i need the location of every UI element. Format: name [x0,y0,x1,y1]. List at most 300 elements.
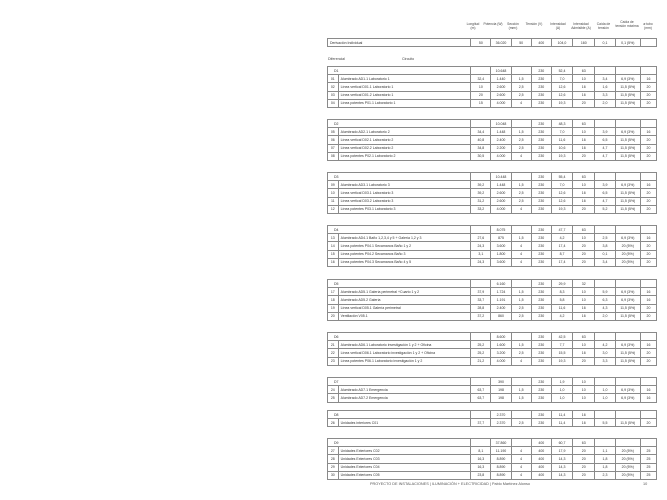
circuit-caida-max: 11,5 (5%) [615,91,640,99]
group-intensidad-adm: 63 [573,173,595,181]
circuit-desc: Alumbrado AD1.1 Laboratorio 1 [338,75,471,83]
circuit-desc: Unidades Exteriores C03 [338,455,471,463]
circuit-number: 08 [328,152,339,160]
circuit-number: 01 [328,75,339,83]
circuit-row [328,419,657,427]
circuit-number: 27 [328,447,339,455]
circuit-tubo: 20 [641,205,657,213]
circuit-intensidad: 11,4 [551,419,572,427]
circuit-caida-max: 20 (5%) [615,447,640,455]
group-intensidad-adm: 63 [573,333,595,341]
circuit-desc: Unidades Exteriores C05 [338,471,471,479]
circuit-longitud: 34,4 [471,128,491,136]
group-name: D4 [328,226,471,234]
circuit-potencia: 2.400 [491,304,511,312]
circuit-caida-max: 6,9 (3%) [615,341,640,349]
circuit-caida-max: 11,5 (5%) [615,304,640,312]
circuit-seccion: 1,5 [511,75,531,83]
circuit-intensidad: 17,4 [551,242,572,250]
circuit-tubo: 20 [641,152,657,160]
group-caida-max [615,67,640,75]
circuit-tension: 230 [531,205,551,213]
circuit-potencia: 2.600 [491,91,511,99]
circuit-intensidad: 1,0 [551,394,572,402]
circuit-number: 09 [328,181,339,189]
group-tubo [641,226,657,234]
group-potencia: 37.860 [491,439,511,447]
group-longitud [471,120,491,128]
circuit-tubo: 25 [641,447,657,455]
circuit-caida: 1,0 [595,394,615,402]
group-tubo [641,120,657,128]
circuit-intensidad: 4,2 [551,312,572,320]
group-tubo [641,280,657,288]
circuit-desc: Alumbrado AD3.1 Laboratorio 3 [338,181,471,189]
circuit-desc: Alumbrado AD6.1 Laboratorio investigación 1 y 2 + Oficina [338,341,471,349]
circuit-potencia: 2.200 [491,144,511,152]
group-potencia: 8.600 [491,333,511,341]
circuit-seccion: 2,5 [511,312,531,320]
circuit-seccion: 2,5 [511,136,531,144]
circuit-tension: 230 [531,189,551,197]
circuit-number: 22 [328,349,339,357]
circuit-desc: Línea vertical D06.1 Laboratorio investigación 1 y 2 + Oficina [338,349,471,357]
group-seccion [511,67,531,75]
circuit-tension: 230 [531,304,551,312]
circuit-caida: 6,5 [595,189,615,197]
circuit-caida: 5,5 [595,419,615,427]
circuit-intensidad: 7,0 [551,181,572,189]
circuit-longitud: 25,2 [471,349,491,357]
circuit-intensidad-adm: 16 [573,419,595,427]
group-caida-max [615,173,640,181]
circuit-seccion: 4 [511,357,531,365]
group-caida [595,378,615,386]
group-name: D8 [328,411,471,419]
circuit-desc: Línea vertical D03.1 Laboratorio 3 [338,189,471,197]
circuit-caida-max: 20 (5%) [615,250,640,258]
group-header-row [328,378,657,386]
circuit-caida-max: 11,5 (5%) [615,189,640,197]
group-tension: 230 [531,67,551,75]
circuit-desc: Línea potentes P01.1 Laboratorio 1 [338,99,471,107]
group-header-row [328,67,657,75]
circuit-intensidad: 19,3 [551,205,572,213]
group-longitud [471,280,491,288]
circuit-number: 03 [328,91,339,99]
circuit-number: 29 [328,463,339,471]
group-potencia: 10.448 [491,173,511,181]
circuit-number: 02 [328,83,339,91]
circuit-potencia: 4.000 [491,205,511,213]
group-intensidad-adm: 10 [573,378,595,386]
circuit-desc: Línea potentes P06.1 Laboratorio investigación 1 y 2 [338,357,471,365]
circuit-number: 04 [328,99,339,107]
circuit-intensidad: 5,8 [551,296,572,304]
circuit-longitud: 21,2 [471,357,491,365]
circuit-intensidad-adm: 20 [573,99,595,107]
circuit-intensidad: 19,3 [551,357,572,365]
group-tension: 230 [531,120,551,128]
circuit-caida: 2,0 [595,312,615,320]
circuit-caida-max: 20 (5%) [615,455,640,463]
circuit-number: 17 [328,288,339,296]
circuit-row [328,91,657,99]
circuit-desc: Línea vertical D03.2 Laboratorio 3 [338,197,471,205]
circuit-row [328,136,657,144]
circuit-row [328,197,657,205]
group-header-row [328,120,657,128]
footer-text: PROYECTO DE INSTALACIONES | ILUMINACIÓN + ELECTRICIDAD | Pablo Martínez Alonso [370,482,530,486]
circuit-longitud: 25,2 [471,341,491,349]
circuit-potencia: 198 [491,386,511,394]
circuit-intensidad: 19,3 [551,99,572,107]
group-table [327,332,657,366]
circuit-caida: 2,0 [595,99,615,107]
circuit-tension: 230 [531,83,551,91]
circuit-intensidad-adm: 20 [573,242,595,250]
circuit-potencia: 875 [491,234,511,242]
group-caida-max [615,378,640,386]
circuit-tubo: 20 [641,242,657,250]
circuit-tubo: 16 [641,394,657,402]
circuit-number: 13 [328,234,339,242]
circuit-tension: 230 [531,99,551,107]
circuit-caida-max: 6,9 (3%) [615,181,640,189]
circuit-caida-max: 6,9 (3%) [615,288,640,296]
circuit-longitud: 30,5 [471,152,491,160]
col-header-intensidad: Intensidad (A) [550,22,566,30]
circuit-seccion: 4 [511,471,531,479]
circuit-seccion: 4 [511,455,531,463]
circuit-caida-max: 20 (5%) [615,471,640,479]
circuit-caida-max: 11,5 (5%) [615,99,640,107]
group-header-row [328,411,657,419]
group-seccion [511,120,531,128]
circuit-intensidad: 17,9 [551,447,572,455]
circuit-tubo: 20 [641,258,657,266]
circuit-intensidad: 1,0 [551,386,572,394]
circuit-intensidad: 11,6 [551,136,572,144]
group-table [327,172,657,214]
circuit-potencia: 2.600 [491,83,511,91]
derivacion-label: Derivación Individual [328,39,471,47]
circuit-seccion: 2,5 [511,144,531,152]
circuit-potencia: 8.890 [491,471,511,479]
group-potencia: 390 [491,378,511,386]
circuit-intensidad-adm: 20 [573,463,595,471]
circuit-intensidad: 8,3 [551,288,572,296]
circuit-tubo: 20 [641,419,657,427]
circuit-intensidad-adm: 20 [573,205,595,213]
circuit-longitud: 37,2 [471,312,491,320]
circuit-potencia: 3.600 [491,258,511,266]
circuit-row [328,83,657,91]
circuit-tension: 230 [531,136,551,144]
circuit-number: 26 [328,419,339,427]
circuit-caida: 0,1 [595,250,615,258]
circuit-seccion: 1,5 [511,296,531,304]
group-caida-max [615,333,640,341]
circuit-seccion: 2,5 [511,419,531,427]
group-tension: 230 [531,173,551,181]
circuit-caida: 1,8 [595,455,615,463]
derivacion-caida: 0,1 [595,39,615,47]
circuit-number: 24 [328,386,339,394]
circuit-intensidad-adm: 20 [573,447,595,455]
circuit-desc: Unidades Exteriores C04 [338,463,471,471]
circuit-number: 30 [328,471,339,479]
circuit-intensidad: 8,7 [551,250,572,258]
circuit-row [328,455,657,463]
derivacion-tension: 400 [531,39,551,47]
circuit-desc: Línea vertical D01.2 Laboratorio 1 [338,91,471,99]
derivacion-row [328,39,657,47]
circuit-seccion: 2,5 [511,91,531,99]
circuit-longitud: 37,9 [471,288,491,296]
circuit-tension: 230 [531,394,551,402]
circuit-potencia: 1.448 [491,128,511,136]
circuit-desc: Alumbrado AD5.1 Galería perimetral +Cuarto 1 y 2 [338,288,471,296]
group-caida [595,120,615,128]
circuit-desc: Alumbrado AD7.1 Emergencia [338,386,471,394]
circuit-caida-max: 11,5 (5%) [615,144,640,152]
circuit-intensidad-adm: 20 [573,471,595,479]
circuit-number: 23 [328,357,339,365]
circuit-row [328,242,657,250]
derivacion-intensidad-adm: 160 [573,39,595,47]
circuit-number: 14 [328,242,339,250]
circuit-caida: 1,0 [595,386,615,394]
group-table [327,410,657,427]
circuit-tension: 230 [531,312,551,320]
circuit-intensidad-adm: 10 [573,288,595,296]
circuit-intensidad: 7,0 [551,128,572,136]
circuit-tubo: 20 [641,91,657,99]
circuit-desc: Línea vertical D02.1 Laboratorio 2 [338,136,471,144]
circuit-tubo: 20 [641,136,657,144]
circuit-number: 07 [328,144,339,152]
circuit-potencia: 1.600 [491,341,511,349]
label-circuito: Circuito [402,57,415,61]
group-tension: 230 [531,411,551,419]
circuit-intensidad-adm: 10 [573,234,595,242]
circuit-row [328,471,657,479]
circuit-tubo: 20 [641,83,657,91]
circuit-tension: 230 [531,386,551,394]
group-tension: 230 [531,226,551,234]
group-longitud [471,411,491,419]
group-name: D5 [328,280,471,288]
circuit-intensidad: 12,6 [551,189,572,197]
circuit-caida: 1,1 [595,447,615,455]
col-header-intensidad-adm: Intensidad Admisible (A) [571,22,591,30]
group-potencia: 6.160 [491,280,511,288]
group-longitud [471,333,491,341]
circuit-caida: 5,9 [595,288,615,296]
circuit-potencia: 2.600 [491,197,511,205]
circuit-caida: 3,9 [595,128,615,136]
circuit-caida-max: 6,9 (3%) [615,296,640,304]
group-longitud [471,439,491,447]
circuit-desc: Línea potentes P04.1 Secamanos Baño 1 y 2 [338,242,471,250]
circuit-longitud: 33,7 [471,296,491,304]
group-tubo [641,411,657,419]
circuit-caida: 6,3 [595,296,615,304]
circuit-tubo: 16 [641,234,657,242]
circuit-row [328,75,657,83]
group-intensidad: 48,3 [551,120,572,128]
derivacion-potencia: 36.020 [491,39,511,47]
circuit-caida: 3,3 [595,91,615,99]
group-intensidad-adm: 63 [573,226,595,234]
circuit-caida: 4,3 [595,304,615,312]
circuit-row [328,152,657,160]
group-intensidad: 42,5 [551,333,572,341]
group-name: D6 [328,333,471,341]
circuit-potencia: 1.191 [491,296,511,304]
circuit-longitud: 31,2 [471,197,491,205]
group-header-row [328,280,657,288]
circuit-caida-max: 6,9 (3%) [615,234,640,242]
circuit-tension: 230 [531,234,551,242]
circuit-longitud: 37,7 [471,419,491,427]
group-name: D7 [328,378,471,386]
circuit-tubo: 16 [641,75,657,83]
circuit-potencia: 4.000 [491,99,511,107]
circuit-row [328,288,657,296]
group-tubo [641,333,657,341]
circuit-tubo: 20 [641,144,657,152]
circuit-desc: Unidades interiores C01 [338,419,471,427]
group-tubo [641,173,657,181]
group-intensidad: 60,7 [551,439,572,447]
circuit-tubo: 16 [641,288,657,296]
circuit-potencia: 4.000 [491,152,511,160]
circuit-row [328,312,657,320]
group-intensidad: 11,4 [551,411,572,419]
circuit-tension: 230 [531,91,551,99]
col-header-caida: Caída de tensión [596,22,611,30]
circuit-intensidad: 14,3 [551,455,572,463]
circuit-caida-max: 11,5 (5%) [615,312,640,320]
circuit-longitud: 24,3 [471,242,491,250]
group-table [327,377,657,403]
circuit-potencia: 11.190 [491,447,511,455]
circuit-longitud: 39,2 [471,189,491,197]
circuit-potencia: 2.400 [491,136,511,144]
circuit-caida-max: 20 (5%) [615,258,640,266]
circuit-number: 05 [328,128,339,136]
circuit-potencia: 8.890 [491,455,511,463]
circuit-caida: 1,8 [595,463,615,471]
group-header-row [328,173,657,181]
circuit-desc: Línea vertical D05.1 Galería perimetral [338,304,471,312]
col-header-tubo: ø tubo (mm) [643,22,653,30]
circuit-tubo: 16 [641,181,657,189]
circuit-seccion: 4 [511,205,531,213]
circuit-row [328,357,657,365]
col-header-tension: Tensión (V) [525,22,543,26]
group-tension: 230 [531,378,551,386]
circuit-tension: 400 [531,447,551,455]
circuit-number: 18 [328,296,339,304]
group-table [327,279,657,321]
circuit-desc: Línea potentes P04.3 Secamanos Baño 4 y 5 [338,258,471,266]
circuit-intensidad-adm: 20 [573,152,595,160]
circuit-intensidad: 17,4 [551,258,572,266]
group-intensidad-adm: 16 [573,411,595,419]
group-caida [595,173,615,181]
circuit-tension: 230 [531,250,551,258]
circuit-intensidad-adm: 20 [573,258,595,266]
col-header-caida-max: Caída de tensión máxima [615,20,639,28]
circuit-seccion: 1,5 [511,288,531,296]
group-table [327,66,657,108]
circuit-tubo: 16 [641,386,657,394]
circuit-seccion: 2,5 [511,83,531,91]
label-diferencial: Diferencial [328,57,345,61]
circuit-longitud: 32,4 [471,75,491,83]
circuit-potencia: 198 [491,394,511,402]
circuit-longitud: 39,2 [471,181,491,189]
group-intensidad-adm: 63 [573,120,595,128]
circuit-caida-max: 6,9 (3%) [615,386,640,394]
group-potencia: 10.048 [491,120,511,128]
circuit-longitud: 24,3 [471,258,491,266]
circuit-seccion: 1,5 [511,181,531,189]
circuit-potencia: 4.000 [491,357,511,365]
circuit-tubo: 20 [641,99,657,107]
circuit-caida: 4,7 [595,144,615,152]
circuit-intensidad: 12,6 [551,197,572,205]
circuit-intensidad-adm: 10 [573,128,595,136]
circuit-intensidad-adm: 10 [573,394,595,402]
group-tubo [641,378,657,386]
circuit-caida-max: 6,9 (3%) [615,128,640,136]
circuit-caida: 3,4 [595,258,615,266]
circuit-row [328,144,657,152]
circuit-longitud: 34,8 [471,144,491,152]
circuit-caida-max: 11,5 (5%) [615,419,640,427]
circuit-intensidad-adm: 20 [573,455,595,463]
circuit-caida: 3,8 [595,242,615,250]
circuit-caida-max: 6,9 (3%) [615,394,640,402]
circuit-row [328,181,657,189]
circuit-tension: 400 [531,463,551,471]
circuit-intensidad-adm: 10 [573,341,595,349]
page-number: 10 [643,482,648,486]
circuit-intensidad: 14,3 [551,463,572,471]
circuit-seccion: 4 [511,447,531,455]
circuit-longitud: 27,6 [471,234,491,242]
group-header-row [328,439,657,447]
group-seccion [511,333,531,341]
circuit-seccion: 4 [511,250,531,258]
group-longitud [471,173,491,181]
circuit-caida-max: 11,5 (5%) [615,152,640,160]
group-name: D3 [328,173,471,181]
group-intensidad: 47,7 [551,226,572,234]
group-tubo [641,439,657,447]
circuit-potencia: 8.890 [491,463,511,471]
circuit-number: 10 [328,189,339,197]
circuit-tension: 230 [531,197,551,205]
circuit-desc: Ventilación V05.1 [338,312,471,320]
circuit-intensidad-adm: 16 [573,312,595,320]
group-caida [595,439,615,447]
group-caida [595,333,615,341]
